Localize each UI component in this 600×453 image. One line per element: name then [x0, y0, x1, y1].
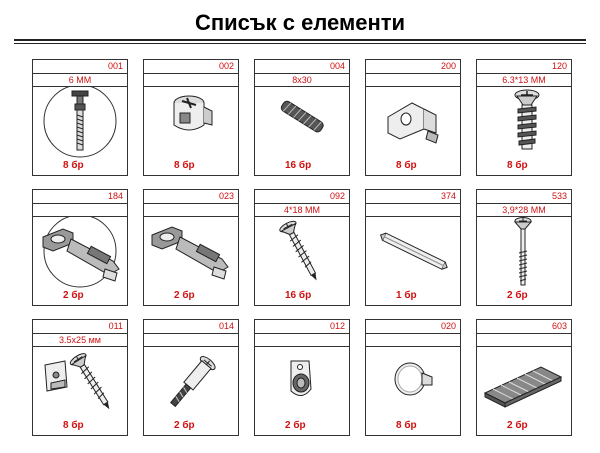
part-quantity: 2 бр: [507, 290, 528, 301]
part-code: 023: [144, 190, 238, 204]
part-code: 533: [477, 190, 571, 204]
part-card-603: [476, 319, 572, 436]
parts-grid: [32, 59, 572, 436]
part-card-002: [143, 59, 239, 176]
cover-cap-icon: [366, 347, 460, 419]
part-card-020: [365, 319, 461, 436]
part-spec: [144, 204, 238, 217]
part-card-023: [143, 189, 239, 306]
shelf-support-icon: [366, 87, 460, 159]
part-quantity: 2 бр: [507, 420, 528, 431]
part-card-374: [365, 189, 461, 306]
part-card-200: [365, 59, 461, 176]
part-spec: [366, 74, 460, 87]
part-code: 012: [255, 320, 349, 334]
part-code: 004: [255, 60, 349, 74]
long-screw-icon: [477, 217, 571, 289]
part-quantity: 8 бр: [507, 160, 528, 171]
part-quantity: 2 бр: [174, 420, 195, 431]
part-code: 374: [366, 190, 460, 204]
part-spec: [366, 204, 460, 217]
part-code: 120: [477, 60, 571, 74]
part-spec: 3.5х25 мм: [33, 334, 127, 347]
part-spec: [366, 334, 460, 347]
part-card-012: [254, 319, 350, 436]
part-quantity: 8 бр: [63, 160, 84, 171]
title-rule-top: [14, 39, 586, 41]
part-spec: [255, 334, 349, 347]
part-code: 092: [255, 190, 349, 204]
part-spec: 3,9*28 ММ: [477, 204, 571, 217]
part-card-092: [254, 189, 350, 306]
connector-bolt-icon: [144, 347, 238, 419]
part-code: 014: [144, 320, 238, 334]
part-quantity: 8 бр: [63, 420, 84, 431]
part-code: 011: [33, 320, 127, 334]
part-quantity: 8 бр: [396, 160, 417, 171]
bracket-screw-icon: [33, 347, 127, 419]
part-quantity: 1 бр: [396, 290, 417, 301]
part-quantity: 16 бр: [285, 160, 312, 171]
cam-lock-icon: [144, 87, 238, 159]
rail-holder-icon: [255, 347, 349, 419]
part-spec: [144, 74, 238, 87]
allen-key-icon: [366, 217, 460, 289]
part-spec: [144, 334, 238, 347]
part-code: 184: [33, 190, 127, 204]
part-code: 002: [144, 60, 238, 74]
part-spec: [477, 334, 571, 347]
part-card-011: [32, 319, 128, 436]
part-quantity: 2 бр: [285, 420, 306, 431]
part-card-120: [476, 59, 572, 176]
part-spec: [33, 204, 127, 217]
part-code: 603: [477, 320, 571, 334]
wood-screw-icon: [255, 217, 349, 289]
part-quantity: 8 бр: [396, 420, 417, 431]
part-spec: 6.3*13 ММ: [477, 74, 571, 87]
part-quantity: 2 бр: [174, 290, 195, 301]
part-quantity: 2 бр: [63, 290, 84, 301]
title-rule-bottom: [14, 43, 586, 44]
part-quantity: 8 бр: [174, 160, 195, 171]
part-spec: 6 ММ: [33, 74, 127, 87]
part-card-184: [32, 189, 128, 306]
part-card-014: [143, 319, 239, 436]
part-code: 001: [33, 60, 127, 74]
part-card-004: [254, 59, 350, 176]
wooden-dowel-icon: [255, 87, 349, 159]
felt-pads-icon: [477, 347, 571, 419]
euro-screw-icon: [477, 87, 571, 159]
cam-bolt-icon: [33, 87, 127, 159]
part-card-001: [32, 59, 128, 176]
part-code: 020: [366, 320, 460, 334]
hinge-icon: [33, 217, 127, 289]
part-spec: 4*18 ММ: [255, 204, 349, 217]
part-quantity: 16 бр: [285, 290, 312, 301]
part-code: 200: [366, 60, 460, 74]
part-card-533: [476, 189, 572, 306]
part-spec: 8х30: [255, 74, 349, 87]
page-title: Списък с елементи: [194, 10, 406, 35]
hinge-icon: [144, 217, 238, 289]
